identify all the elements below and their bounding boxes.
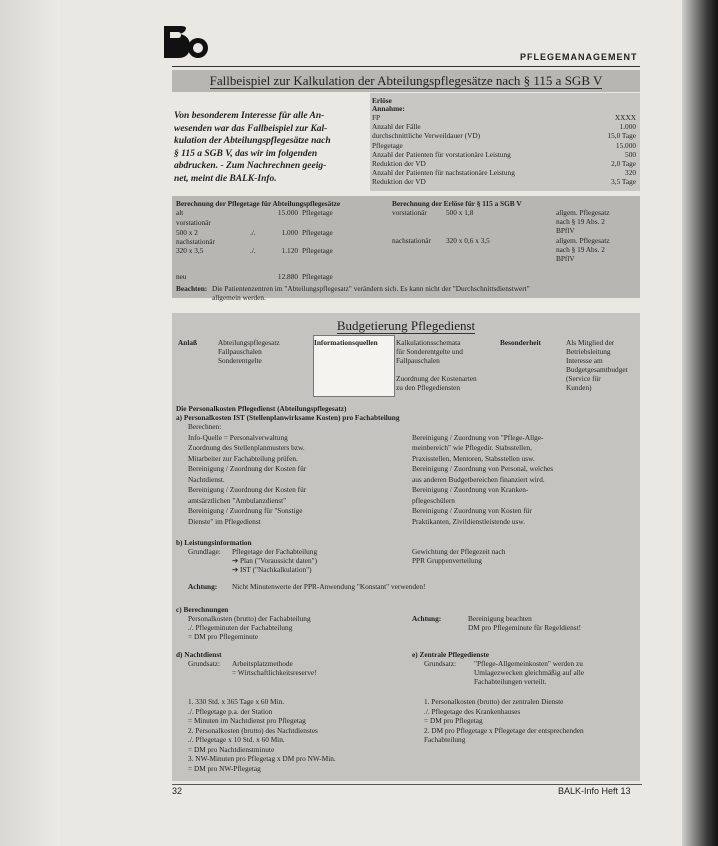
erloese-row-note: allgem. Pflegesatz [556,208,610,217]
footer-rule [172,784,642,785]
annahmen-value: 3,5 Tage [611,177,636,187]
budget-col-line: Interesse am [566,356,603,365]
intro-line: § 115 a SGB V, das wir im folgenden [174,148,318,159]
d-list-line: 3. NW-Minuten pro Pflegetag x DM pro NW-Min. [188,754,336,763]
budget-col-line: Sonderentgelte [218,356,262,365]
a-left-line: amtsärztlichen "Ambulanzdienst" [188,495,287,505]
section1-title: Fallbeispiel zur Kalkulation der Abteilungspflegesätze nach § 115 a SGB V [209,73,603,88]
pt-row-unit: Pflegetage [302,272,333,281]
d-heading: d) Nachtdienst [176,650,222,659]
e-line: ./. Pflegetage des Krankenhauses [424,706,521,716]
a-right-line: Praktikanten, Zivildienstleistende usw. [412,516,526,526]
a-left-line: Info-Quelle = Personalverwaltung [188,432,288,442]
intro-line: Von besonderem Interesse für alle An- [174,111,325,121]
erloese-row-note: BPflV [556,226,575,236]
beachten-text: Die Patientenzentren im "Abteilungspflegesatz" verändern sich. Es kann nicht der "Durchschnittsdienstwert" [212,284,530,293]
pt-row-value: 1.000 [281,228,298,237]
page-number: 32 [172,786,183,796]
erloese-row-label: vorstationär [392,208,427,217]
b-heading: b) Leistungsinformation [176,538,252,547]
d-list-line: ./. Pflegetage p.a. der Station [188,706,273,716]
pt-row-op: ./. [250,228,256,237]
budget-col-line: Betriebsleitung [566,347,611,356]
pt-row-label: 320 x 3,5 [176,246,204,255]
c-achtung-label: Achtung: [412,614,442,623]
beachten-label: Beachten: [176,284,208,293]
e-line: Fachabteilungen verteilt. [474,677,547,686]
annahmen-label: Pflegetage [372,140,403,150]
budget-col-line: (Service für [566,374,601,383]
e-line: = DM pro Pflegetag [424,716,483,725]
annahmen-value: 1.000 [619,122,636,132]
balk-logo-icon [160,22,210,62]
intro-line: net, meint die BALK-Info. [174,173,277,184]
pt-row-label: alt [176,208,184,217]
annahmen-value: XXXX [614,113,636,122]
intro-line: wesenden war das Fallbeispiel zur Kal- [174,123,328,134]
a-right-line: Praxisstellen, Mentoren, Stabsstellen usw. [412,453,535,463]
pt-row-value: 12.880 [277,272,298,281]
annahmen-label: FP [372,113,381,122]
b-achtung-label: Achtung: [188,582,218,591]
annahmen-value: 500 [625,149,636,159]
budget-col-line: Fallpauschalen [218,347,262,356]
d-list-line: 1. 330 Std. x 365 Tage x 60 Min. [188,697,285,706]
c-heading: c) Berechnungen [176,605,229,614]
a-right-line: Bereinigung / Zuordnung von Kranken- [412,485,529,494]
a-left-line: Bereinigung / Zuordnung der Kosten für [188,485,307,494]
a-left-line: Bereinigung / Zuordnung der Kosten für [188,464,307,473]
d-list-line: 2. Personalkosten (brutto) des Nachtdienstes [188,725,318,735]
personal-heading: Die Personalkosten Pflegedienst (Abteilungspflegesatz) [176,404,347,413]
intro-line: kulation der Abteilungspflegesätze nach [174,136,331,146]
a-left-line: Mitarbeiter zur Fachabteilung prüfen. [188,453,298,463]
budget-col-line: Kunden) [566,383,592,392]
b-right-line: PPR Gruppenverteilung [412,556,482,565]
e-line: 1. Personalkosten (brutto) der zentralen Dienste [424,697,564,706]
e-line: Umlagezwecken gleichmäßig auf alle [474,668,585,677]
pt-row-label: neu [176,272,187,281]
pt-row-unit: Pflegetage [302,208,333,217]
e-grundsatz-label: Grundsatz: [424,659,457,668]
b-left-line: ➔ IST ("Nachkalkulation") [232,565,312,574]
b-left-line: Pflegetage der Fachabteilung [232,547,318,556]
budget-col-line: zu den Pflegediensten [396,383,461,392]
budget-col-line: Budgetgesamtbudget [566,365,628,374]
erloese-row-calc: 320 x 0,6 x 3,5 [446,235,490,245]
d-list-line: = Minuten im Nachtdienst pro Pflegetag [188,716,306,725]
d-list-line: = DM pro NW-Pflegetag [188,763,261,773]
c-right-line: DM pro Pflegeminute für Regeldienst! [468,623,582,632]
d-list-line: = DM pro Nachtdienstminute [188,744,275,754]
pt-row-unit: Pflegetage [302,246,333,255]
journal-name: BALK-Info Heft 13 [558,786,631,796]
pt-row-op: ./. [250,246,256,255]
b-right-line: Gewichtung der Pflegezeit nach [412,547,506,556]
header-rule [172,66,640,67]
b-achtung-text: Nicht Minutenwerte der PPR-Anwendung "Konstant" verwenden! [232,582,426,591]
pt-row-label: nachstationär [176,237,215,246]
berechnung-pt-head: Berechnung der Pflegetage für Abteilungspflegesätze [176,199,341,208]
annahmen-label: Anzahl der Fälle [372,122,421,132]
budget-col-line: Als Mitglied der [566,338,615,347]
annahmen-label: Anzahl der Patienten für nachstationäre Leistung [372,168,515,178]
b-left-line: ➔ Plan ("Voraussicht daten") [232,556,318,565]
e-heading: e) Zentrale Pflegedienste [412,650,489,659]
annahmen-heading: Erlöse [372,96,392,105]
annahmen-label: Reduktion der VD [372,177,426,187]
beachten-text: allgemein werden. [212,293,266,302]
annahmen-label: Reduktion der VD [372,159,426,168]
erloese-row-note: BPflV [556,254,575,263]
a-heading: a) Personalkosten IST (Stellenplanwirksame Kosten) pro Fachabteilung [176,413,400,422]
d-grundsatz-label: Grundsatz: [188,659,221,668]
pt-row-unit: Pflegetage [302,228,333,237]
a-left-line: Dienste" im Pflegedienst [188,516,261,526]
budget-col-line: Abteilungspflegesatz [218,338,280,347]
a-right-line: Bereinigung / Zuordnung von Personal, welches [412,464,554,473]
a-left-line: Berechnen: [188,422,222,431]
erloese-row-note: nach § 19 Abs. 2 [556,244,605,254]
a-left-line: Nachtdienst. [188,474,225,484]
pt-row-label: vorstationär [176,218,211,227]
budget-col-label: Anlaß [178,338,198,347]
budget-col-line: Kalkulationsschemata [396,338,461,347]
annahmen-heading: Annahme: [372,104,405,113]
erloese-row-note: nach § 19 Abs. 2 [556,217,605,227]
budget-col-label: Informationsquellen [314,338,378,347]
c-right-line: Bereinigung beachten [468,614,532,623]
annahmen-label: Anzahl der Patienten für vorstationäre Leistung [372,149,511,159]
a-left-line: Zuordnung des Stellenplanmusters bzw. [188,443,305,452]
c-left-line: Personalkosten (brutto) der Fachabteilung [188,614,311,623]
a-right-line: meinbereich" wie Pflegedir. Stabsstellen, [412,443,532,452]
a-left-line: Bereinigung / Zuordnung für "Sonstige [188,506,303,515]
e-line: "Pflege-Allgemeinkosten" werden zu [474,659,583,668]
erloese-row-note: allgem. Pflegesatz [556,235,610,245]
annahmen-value: 15.000 [615,140,636,150]
a-right-line: Bereinigung / Zuordnung von "Pflege-Allge- [412,432,544,442]
pt-row-label: 500 x 2 [176,228,198,237]
budget-col-line: für Sonderentgelte und [396,347,463,356]
a-right-line: aus anderen Budgetbereichen finanziert wird. [412,474,545,484]
berechnung-erloese-head: Berechnung der Erlöse für § 115 a SGB V [392,199,522,208]
d-grundsatz-line: = Wirtschaftlichkeitsreserve! [232,668,317,677]
budget-col-line: Zuordnung der Kostenarten [396,374,477,383]
e-line: Fachabteilung [424,735,466,744]
budget-col-label: Besonderheit [500,338,541,347]
c-left-line: = DM pro Pflegeminute [188,632,258,641]
annahmen-value: 320 [625,168,636,178]
annahmen-value: 15,0 Tage [607,131,636,141]
pt-row-value: 1.120 [281,246,298,255]
b-grundlage-label: Grundlage: [188,547,221,556]
annahmen-label: durchschnittliche Verweildauer (VD) [372,131,481,141]
pt-row-value: 15.000 [277,208,298,217]
erloese-row-label: nachstationär [392,235,431,245]
header-section-title: PFLEGEMANAGEMENT [520,52,638,62]
page-edge [0,0,60,846]
e-line: 2. DM pro Pflegetage x Pflegetage der entsprechenden [424,725,584,735]
d-list-line: ./. Pflegetage x 10 Std. x 60 Min. [188,735,285,744]
erloese-row-calc: 500 x 1,8 [446,208,474,217]
budget-col-line: Fallpauschalen [396,356,440,365]
intro-line: abdrucken. - Zum Nachrechnen geeig- [174,161,327,171]
a-right-line: Bereinigung / Zuordnung von Kosten für [412,506,532,515]
book-spine [682,0,718,846]
d-grundsatz-line: Arbeitsplatzmethode [232,659,293,668]
section2-title: Budgetierung Pflegedienst [336,318,476,333]
a-right-line: pflegeschülern [412,495,455,505]
annahmen-value: 2,0 Tage [611,159,636,168]
c-left-line: ./. Pflegeminuten der Fachabteilung [188,623,293,632]
